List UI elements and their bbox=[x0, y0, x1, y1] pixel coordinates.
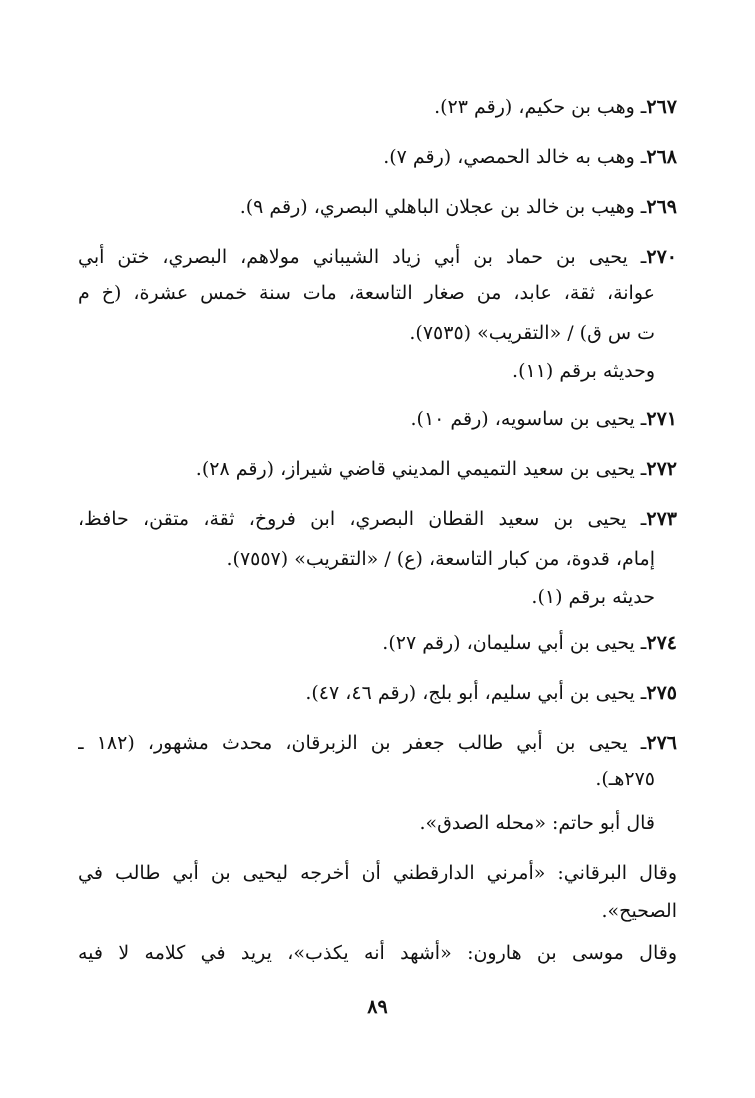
entry-number: ٢٧٣ bbox=[646, 508, 677, 530]
entry-text: ـ يحيى بن ساسويه، (رقم ١٠). bbox=[410, 408, 647, 430]
entry-276-line-2: ٢٧٥هـ). bbox=[595, 768, 655, 790]
entry-number: ٢٦٨ bbox=[646, 146, 677, 168]
paragraph-barqani-line-2: الصحيح». bbox=[601, 900, 677, 922]
entry-270-line-4: وحديثه برقم (١١). bbox=[512, 360, 655, 382]
entry-275 bbox=[78, 678, 677, 708]
entry-number: ٢٧٥ bbox=[646, 682, 677, 704]
paragraph-musa: وقال موسى بن هارون: «أشهد أنه يكذب»، يريد في كلامه لا فيه bbox=[78, 942, 677, 964]
entry-271 bbox=[78, 404, 677, 434]
entry-number: ٢٦٩ bbox=[646, 196, 677, 218]
page-number: ٨٩ bbox=[367, 996, 388, 1018]
entry-272 bbox=[78, 454, 677, 484]
entry-268 bbox=[78, 142, 677, 172]
entry-270 bbox=[78, 242, 677, 272]
entry-text: ـ يحيى بن أبي طالب جعفر بن الزبرقان، محدث مشهور، (١٨٢ ـ bbox=[78, 732, 647, 754]
entry-text: ـ يحيى بن سعيد التميمي المديني قاضي شيراز، (رقم ٢٨). bbox=[195, 458, 647, 480]
entry-text: ـ يحيى بن حماد بن أبي زياد الشيباني مولاهم، البصري، ختن أبي bbox=[78, 246, 647, 268]
entry-274 bbox=[78, 628, 677, 658]
entry-number: ٢٧٤ bbox=[646, 632, 677, 654]
entry-number: ٢٧٢ bbox=[646, 458, 677, 480]
entry-text: ـ وهب بن حكيم، (رقم ٢٣). bbox=[434, 96, 647, 118]
entry-number: ٢٦٧ bbox=[646, 96, 677, 118]
entry-number: ٢٧٠ bbox=[646, 246, 677, 268]
entry-text: ـ يحيى بن أبي سليمان، (رقم ٢٧). bbox=[382, 632, 647, 654]
entry-269 bbox=[78, 192, 677, 222]
entry-number: ٢٧١ bbox=[646, 408, 677, 430]
entry-text: ـ يحيى بن سعيد القطان البصري، ابن فروخ، ثقة، متقن، حافظ، bbox=[78, 508, 647, 530]
entry-number: ٢٧٦ bbox=[646, 732, 677, 754]
entry-text: ـ يحيى بن أبي سليم، أبو بلج، (رقم ٤٦، ٤٧). bbox=[305, 682, 647, 704]
paragraph-barqani: وقال البرقاني: «أمرني الدارقطني أن أخرجه ليحيى بن أبي طالب في bbox=[78, 862, 677, 884]
entry-276-line-3: قال أبو حاتم: «محله الصدق». bbox=[419, 812, 655, 834]
entry-273 bbox=[78, 504, 677, 534]
entry-276 bbox=[78, 728, 677, 758]
entry-270-line-3: ت س ق) / «التقريب» (٧٥٣٥). bbox=[409, 322, 655, 344]
entry-text: ـ وهب به خالد الحمصي، (رقم ٧). bbox=[383, 146, 647, 168]
entry-273-line-3: حديثه برقم (١). bbox=[531, 586, 655, 608]
entry-273-line-2: إمام، قدوة، من كبار التاسعة، (ع) / «التقريب» (٧٥٥٧). bbox=[226, 548, 655, 570]
entry-270-line-2: عوانة، ثقة، عابد، من صغار التاسعة، مات سنة خمس عشرة، (خ م bbox=[78, 282, 655, 304]
entry-267 bbox=[78, 92, 677, 122]
entry-text: ـ وهيب بن خالد بن عجلان الباهلي البصري، (رقم ٩). bbox=[239, 196, 647, 218]
